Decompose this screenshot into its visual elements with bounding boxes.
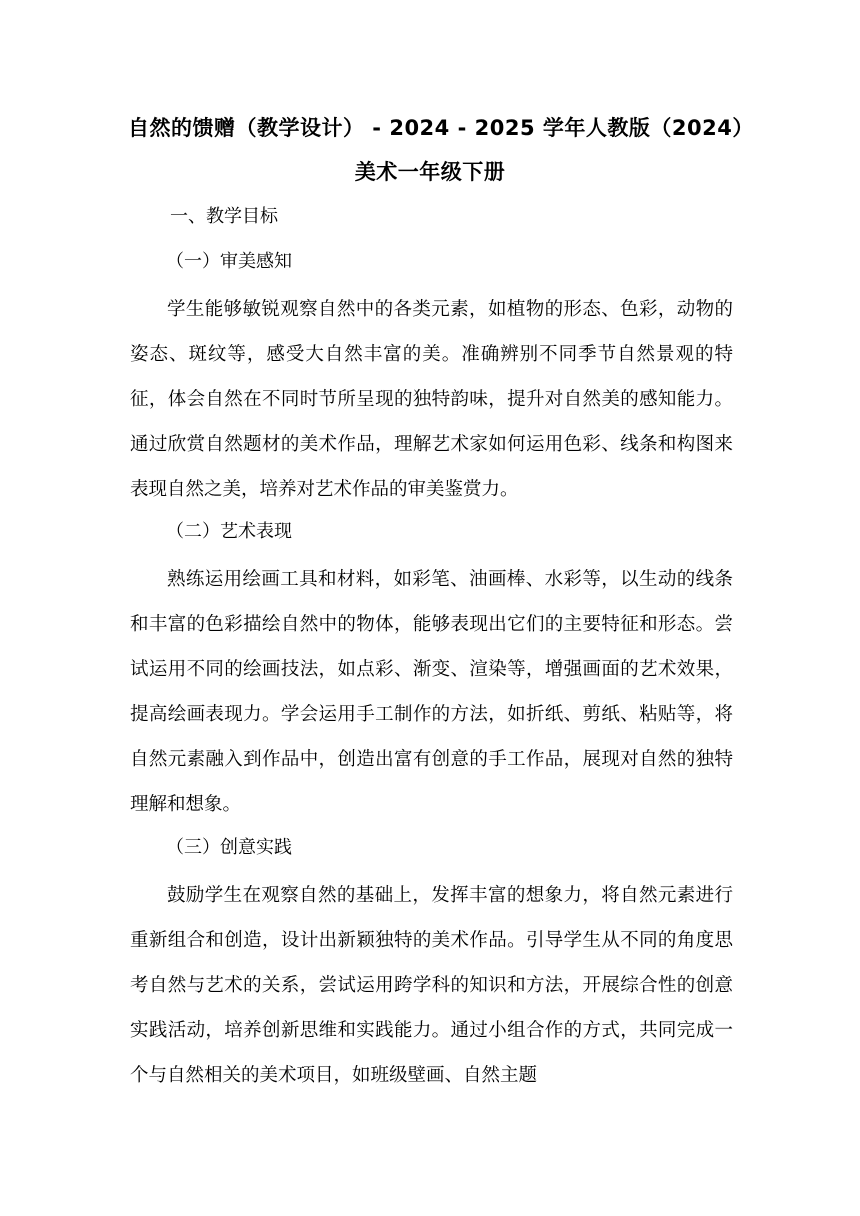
subsection-heading-artistic-expression: （二）艺术表现	[166, 521, 292, 542]
paragraph-aesthetic-perception: 学生能够敏锐观察自然中的各类元素，如植物的形态、色彩，动物的姿态、斑纹等，感受大自然丰富的美。准确辨别不同季节自然景观的特征，体会自然在不同时节所呈现的独特韵味，提升对自然美的感知能力。通过欣赏自然题材的美术作品，理解艺术家如何运用色彩、线条和构图来表现自然之美，培养对艺术作品的审美鉴赏力。	[130, 299, 733, 500]
section-heading-teaching-goals: 一、教学目标	[170, 206, 278, 227]
paragraph-creative-practice: 鼓励学生在观察自然的基础上，发挥丰富的想象力，将自然元素进行重新组合和创造，设计出新颖独特的美术作品。引导学生从不同的角度思考自然与艺术的关系，尝试运用跨学科的知识和方法，开展综合性的创意实践活动，培养创新思维和实践能力。通过小组合作的方式，共同完成一个与自然相关的美术项目，如班级壁画、自然主题	[130, 885, 733, 1086]
paragraph-artistic-expression: 熟练运用绘画工具和材料，如彩笔、油画棒、水彩等，以生动的线条和丰富的色彩描绘自然中的物体，能够表现出它们的主要特征和形态。尝试运用不同的绘画技法，如点彩、渐变、渲染等，增强画面的艺术效果，提高绘画表现力。学会运用手工制作的方法，如折纸、剪纸、粘贴等，将自然元素融入到作品中，创造出富有创意的手工作品，展现对自然的独特理解和想象。	[130, 569, 733, 815]
subsection-heading-aesthetic-perception: （一）审美感知	[166, 251, 292, 272]
subsection-heading-creative-practice: （三）创意实践	[166, 837, 292, 858]
document-title-line-1: 自然的馈赠（教学设计） - 2024 - 2025 学年人教版（2024）	[128, 116, 754, 140]
document-title-line-2: 美术一年级下册	[354, 160, 506, 184]
